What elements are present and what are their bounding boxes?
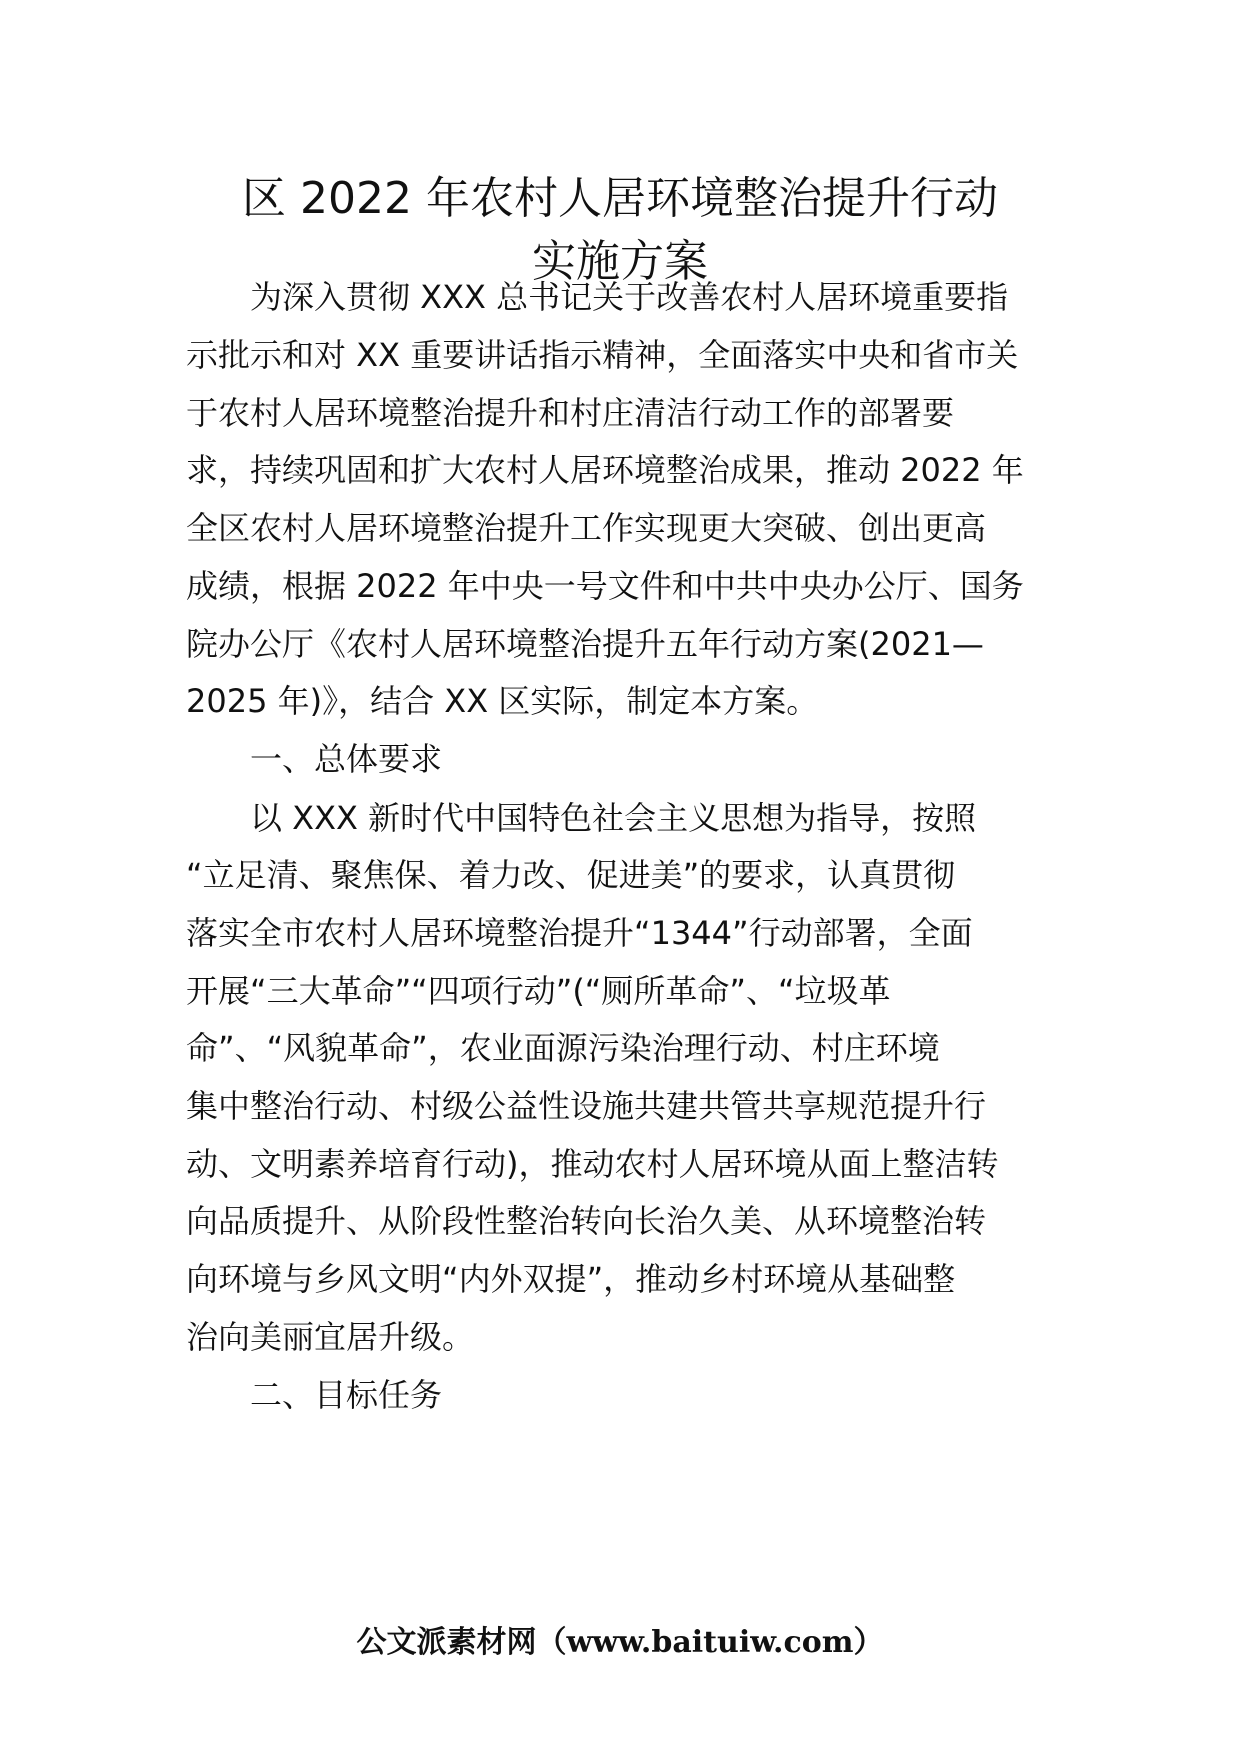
body-text-line: 落实全市农村人居环境整治提升“1344”行动部署，全面 (186, 914, 973, 952)
body-text-line: 求，持续巩固和扩大农村人居环境整治成果，推动 2022 年 (186, 451, 1024, 489)
body-text-line: 动、文明素养培育行动)，推动农村人居环境从面上整洁转 (186, 1145, 999, 1183)
body-text-line: 于农村人居环境整治提升和村庄清洁行动工作的部署要 (186, 394, 955, 432)
document-title-line-1: 区 2022 年农村人居环境整治提升行动 (242, 173, 998, 224)
body-text-line: “立足清、聚焦保、着力改、促进美”的要求，认真贯彻 (186, 856, 956, 894)
document-title-line-2: 实施方案 (532, 236, 708, 287)
body-text-line: 命”、“风貌革命”，农业面源污染治理行动、村庄环境 (186, 1029, 940, 1067)
body-text-line: 治向美丽宜居升级。 (186, 1318, 475, 1356)
body-text-line: 全区农村人居环境整治提升工作实现更大突破、创出更高 (186, 509, 987, 547)
footer-watermark: 公文派素材网（www.baituiw.com） (356, 1625, 884, 1660)
body-text-line: 向品质提升、从阶段性整治转向长治久美、从环境整治转 (186, 1202, 987, 1240)
body-text-line: 成绩，根据 2022 年中央一号文件和中共中央办公厅、国务 (186, 567, 1024, 605)
section-heading-goals-tasks: 二、目标任务 (186, 1376, 443, 1414)
body-text-line: 集中整治行动、村级公益性设施共建共管共享规范提升行 (186, 1087, 987, 1125)
body-text-line: 向环境与乡风文明“内外双提”，推动乡村环境从基础整 (186, 1260, 956, 1298)
section-heading-general-requirements: 一、总体要求 (186, 740, 443, 778)
body-text-line: 示批示和对 XX 重要讲话指示精神，全面落实中央和省市关 (186, 336, 1019, 374)
body-text-line: 以 XXX 新时代中国特色社会主义思想为指导，按照 (186, 799, 977, 837)
body-text-line: 2025 年)》，结合 XX 区实际，制定本方案。 (186, 682, 819, 720)
body-text-line: 院办公厅《农村人居环境整治提升五年行动方案(2021— (186, 625, 984, 663)
body-text-line: 开展“三大革命”“四项行动”(“厕所革命”、“垃圾革 (186, 972, 891, 1010)
body-text-line: 为深入贯彻 XXX 总书记关于改善农村人居环境重要指 (186, 278, 1009, 316)
